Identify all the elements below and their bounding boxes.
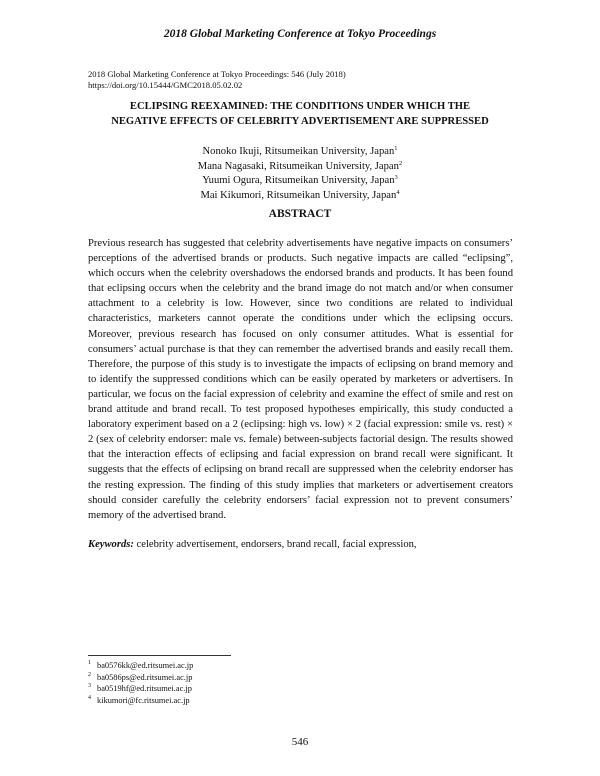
footnote-number: 2 <box>88 671 91 678</box>
footnote-mark: 1 <box>394 145 398 152</box>
author-list <box>100 145 500 203</box>
citation-block <box>88 69 518 91</box>
author-line <box>100 160 500 175</box>
footnote-email[interactable]: ba0576kk@ed.ritsumei.ac.jp <box>97 661 194 670</box>
citation-line: 2018 Global Marketing Conference at Tokyo Proceedings: 546 (July 2018) <box>88 69 346 79</box>
footnote-divider <box>88 655 231 656</box>
footnote-mark: 2 <box>398 159 403 167</box>
page-number: 546 <box>291 736 309 748</box>
keywords-label: Keywords: <box>88 539 134 550</box>
doi-link[interactable]: https://doi.org/10.15444/GMC2018.05.02.02 <box>88 80 243 90</box>
footnotes <box>88 660 388 706</box>
footnote <box>88 683 388 695</box>
running-head: 2018 Global Marketing Conference at Tokyo Proceedings <box>163 28 437 40</box>
footnote <box>88 695 388 707</box>
author-line <box>100 174 500 189</box>
footnote <box>88 672 388 684</box>
abstract-body: Previous research has suggested that celebrity advertisements have negative impacts on consumers’ perceptions of the advertised brands or products. Such negative impacts are called “eclipsing”, which occurs when the celebrity overshadows the endorsed brands and products. It has been found that eclipsing occurs when the celebrity and the brand image do not match and/or when consumer attachment to a celebrity is low. However, since two conditions are related to individual characteristics, marketers cannot operate the conditions under which the eclipsing occurs. Moreover, previous research has focused on only consumer attitudes. What is essential for consumers’ actual purchase is that they can remember the advertised brands and easily recall them. Therefore, the purpose of this study is to investigate the impacts of eclipsing on brand memory and to identify the suppressed conditions which can be easily operated by marketers or advertisers. In particular, we focus on the facial expression of celebrity and examine the effect of smile and rest on brand attitude and brand recall. To test proposed hypotheses empirically, this study conducted a laboratory experiment based on a 2 (eclipsing: high vs. low) × 2 (facial expression: smile vs. rest) × 2 (sex of celebrity endorser: male vs. female) between-subjects factorial design. The results showed that the interaction effects of eclipsing and facial expression on brand recall were significant. It suggests that the effects of eclipsing on brand recall are suppressed when the celebrity endorser has the resting expression. The finding of this study implies that marketers or advertisement creators should consider carefully the celebrity endorsers’ facial expression not to prevent consumers’ memory of the advertised brand. <box>88 238 513 521</box>
footnote-email[interactable]: ba0519hf@ed.ritsumei.ac.jp <box>97 684 192 693</box>
footnote-number: 3 <box>88 683 91 689</box>
footnote-mark: 3 <box>394 174 398 181</box>
author-line <box>100 189 500 204</box>
footnote-email[interactable]: ba0586ps@ed.ritsumei.ac.jp <box>97 672 193 682</box>
author-name: Nonoko Ikuji, Ritsumeikan University, Japan <box>202 146 395 157</box>
author-name: Mana Nagasaki, Ritsumeikan University, Japan <box>197 160 399 172</box>
keywords-line <box>88 537 513 552</box>
footnote-mark: 4 <box>396 188 400 196</box>
keywords-text: celebrity advertisement, endorsers, brand recall, facial expression, <box>133 539 417 550</box>
abstract-heading: ABSTRACT <box>268 208 332 220</box>
footnote-email[interactable]: kikumori@fc.ritsumei.ac.jp <box>97 695 190 705</box>
footnote-number: 4 <box>88 694 91 701</box>
author-name: Mai Kikumori, Ritsumeikan University, Japan <box>200 189 397 201</box>
title-line: ECLIPSING REEXAMINED: THE CONDITIONS UNDER WHICH THE <box>129 101 471 112</box>
footnote <box>88 660 388 672</box>
paper-title <box>60 100 540 129</box>
author-line <box>100 145 500 160</box>
footnote-number: 1 <box>88 660 91 666</box>
author-name: Yuumi Ogura, Ritsumeikan University, Japan <box>202 175 395 186</box>
title-line: NEGATIVE EFFECTS OF CELEBRITY ADVERTISEMENT ARE SUPPRESSED <box>111 115 489 127</box>
